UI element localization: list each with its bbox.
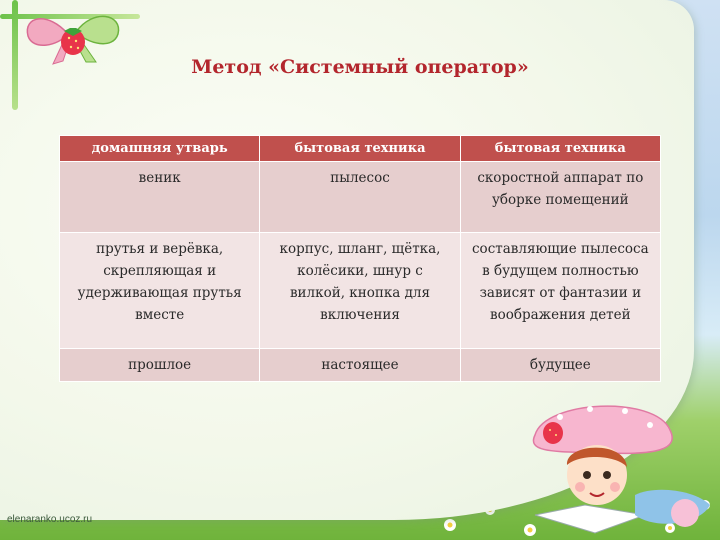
table-cell: настоящее xyxy=(260,349,460,382)
table-row xyxy=(60,233,661,349)
table-cell: скоростной аппарат по уборке помещений xyxy=(460,162,660,233)
table-cell: пылесос xyxy=(260,162,460,233)
table-cell: корпус, шланг, щётка, колёсики, шнур с вилкой, кнопка для включения xyxy=(260,233,460,349)
table-cell: прутья и верёвка, скрепляющая и удерживающая прутья вместе xyxy=(60,233,260,349)
table-cell: веник xyxy=(60,162,260,233)
table-cell: прошлое xyxy=(60,349,260,382)
column-header: бытовая техника xyxy=(260,136,460,162)
slide-title: Метод «Системный оператор» xyxy=(191,56,529,78)
system-operator-table xyxy=(59,135,661,382)
table-header-row xyxy=(60,136,661,162)
source-watermark: elenaranko.ucoz.ru xyxy=(7,514,93,525)
table-row xyxy=(60,349,661,382)
column-header: домашняя утварь xyxy=(60,136,260,162)
strawberry-girl-illustration xyxy=(505,395,720,540)
table-cell: будущее xyxy=(460,349,660,382)
table-row xyxy=(60,162,661,233)
column-header: бытовая техника xyxy=(460,136,660,162)
table-cell: составляющие пылесоса в будущем полностью зависят от фантазии и воображения детей xyxy=(460,233,660,349)
